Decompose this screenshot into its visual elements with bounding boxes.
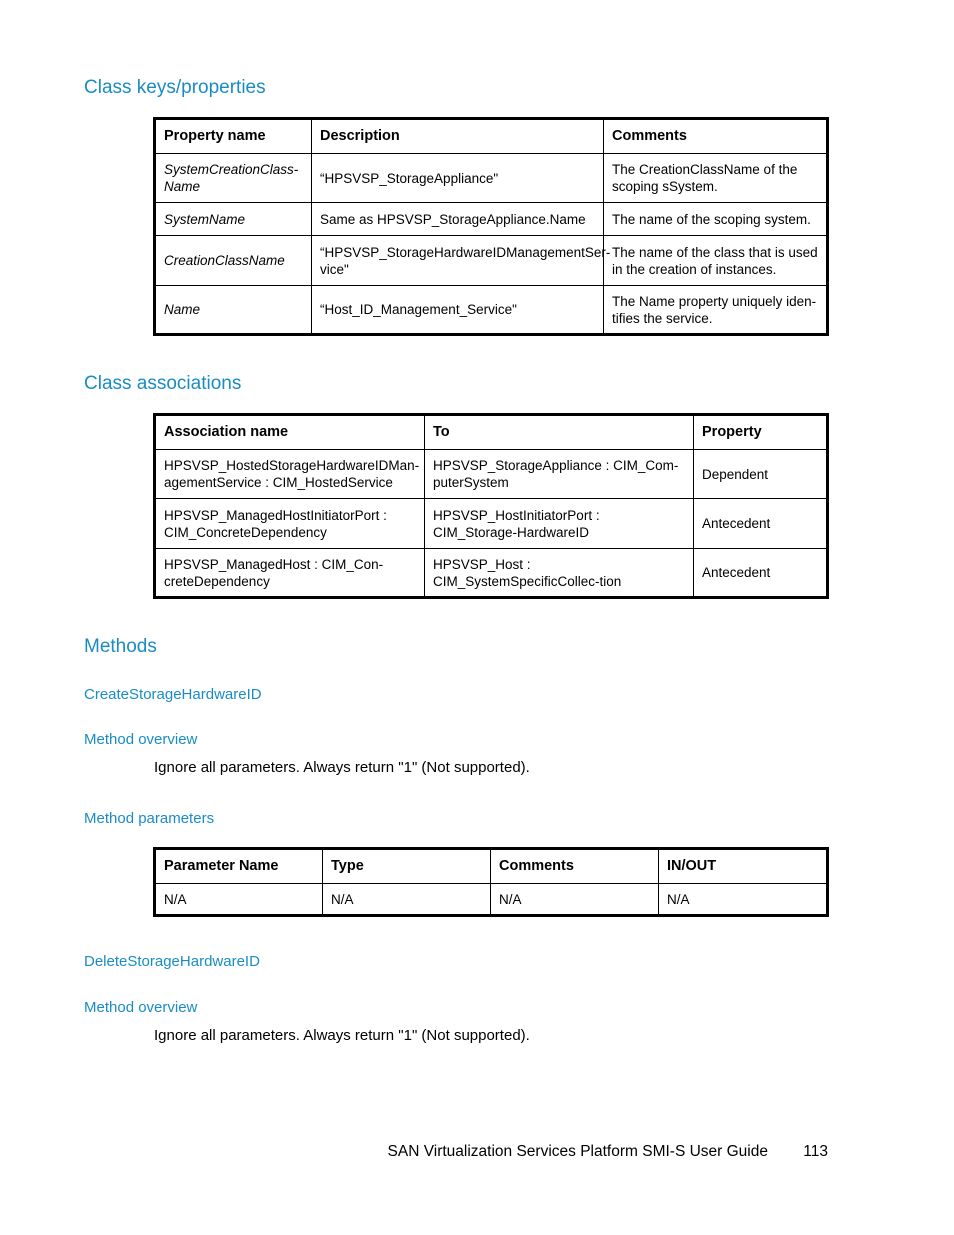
method-name-delete: DeleteStorageHardwareID	[84, 953, 260, 970]
column-header: Association name	[155, 415, 425, 450]
column-header: Parameter Name	[155, 849, 323, 884]
table-cell: “HPSVSP_StorageHardwareIDManagementSer-vice"	[312, 236, 604, 286]
table-cell: Dependent	[694, 450, 828, 499]
table-cell: HPSVSP_Host : CIM_SystemSpecificCollec-tion	[425, 549, 694, 598]
column-header: IN/OUT	[659, 849, 828, 884]
table-cell: “HPSVSP_StorageAppliance"	[312, 154, 604, 203]
table-header-row	[155, 415, 828, 450]
table-row	[155, 499, 828, 549]
table-cell: The name of the scoping system.	[604, 203, 828, 236]
column-header: To	[425, 415, 694, 450]
table-cell: The name of the class that is used in the creation of instances.	[604, 236, 828, 286]
column-header: Property name	[155, 119, 312, 154]
method-overview-text: Ignore all parameters. Always return "1" (Not supported).	[154, 1027, 530, 1044]
table-row	[155, 154, 828, 203]
column-header: Property	[694, 415, 828, 450]
method-overview-heading: Method overview	[84, 731, 198, 748]
class-associations-table	[153, 413, 829, 599]
table-cell: N/A	[323, 884, 491, 916]
table-cell: The Name property uniquely iden-tifies the service.	[604, 286, 828, 335]
table-cell: “Host_ID_Management_Service"	[312, 286, 604, 335]
page-number: 113	[803, 1143, 828, 1160]
table-row	[155, 236, 828, 286]
column-header: Description	[312, 119, 604, 154]
table-row	[155, 286, 828, 335]
method-overview-text: Ignore all parameters. Always return "1" (Not supported).	[154, 759, 530, 776]
table-cell: Name	[155, 286, 312, 335]
table-cell: SystemCreationClass-Name	[155, 154, 312, 203]
table-row	[155, 549, 828, 598]
section-heading-methods: Methods	[84, 636, 157, 657]
table-header-row	[155, 849, 828, 884]
method-parameters-heading: Method parameters	[84, 810, 215, 827]
footer-title: SAN Virtualization Services Platform SMI-S User Guide	[387, 1143, 768, 1160]
table-cell: HPSVSP_ManagedHost : CIM_Con-creteDependency	[155, 549, 425, 598]
table-cell: Antecedent	[694, 549, 828, 598]
table-cell: HPSVSP_StorageAppliance : CIM_Com-puterSystem	[425, 450, 694, 499]
column-header: Comments	[604, 119, 828, 154]
column-header: Type	[323, 849, 491, 884]
table-cell: CreationClassName	[155, 236, 312, 286]
class-keys-table	[153, 117, 829, 336]
table-header-row	[155, 119, 828, 154]
table-row	[155, 203, 828, 236]
table-cell: The CreationClassName of the scoping sSystem.	[604, 154, 828, 203]
section-heading-class-associations: Class associations	[84, 373, 242, 394]
table-cell: N/A	[659, 884, 828, 916]
table-cell: N/A	[155, 884, 323, 916]
table-row	[155, 884, 828, 916]
section-heading-class-keys: Class keys/properties	[84, 77, 266, 98]
table-cell: N/A	[491, 884, 659, 916]
method-overview-heading: Method overview	[84, 999, 198, 1016]
table-cell: HPSVSP_ManagedHostInitiatorPort : CIM_ConcreteDependency	[155, 499, 425, 549]
method-name-create: CreateStorageHardwareID	[84, 686, 262, 703]
table-cell: SystemName	[155, 203, 312, 236]
table-cell: HPSVSP_HostedStorageHardwareIDMan-agementService : CIM_HostedService	[155, 450, 425, 499]
table-cell: Antecedent	[694, 499, 828, 549]
method-parameters-table	[153, 847, 829, 917]
table-cell: HPSVSP_HostInitiatorPort : CIM_Storage-HardwareID	[425, 499, 694, 549]
table-row	[155, 450, 828, 499]
column-header: Comments	[491, 849, 659, 884]
table-cell: Same as HPSVSP_StorageAppliance.Name	[312, 203, 604, 236]
